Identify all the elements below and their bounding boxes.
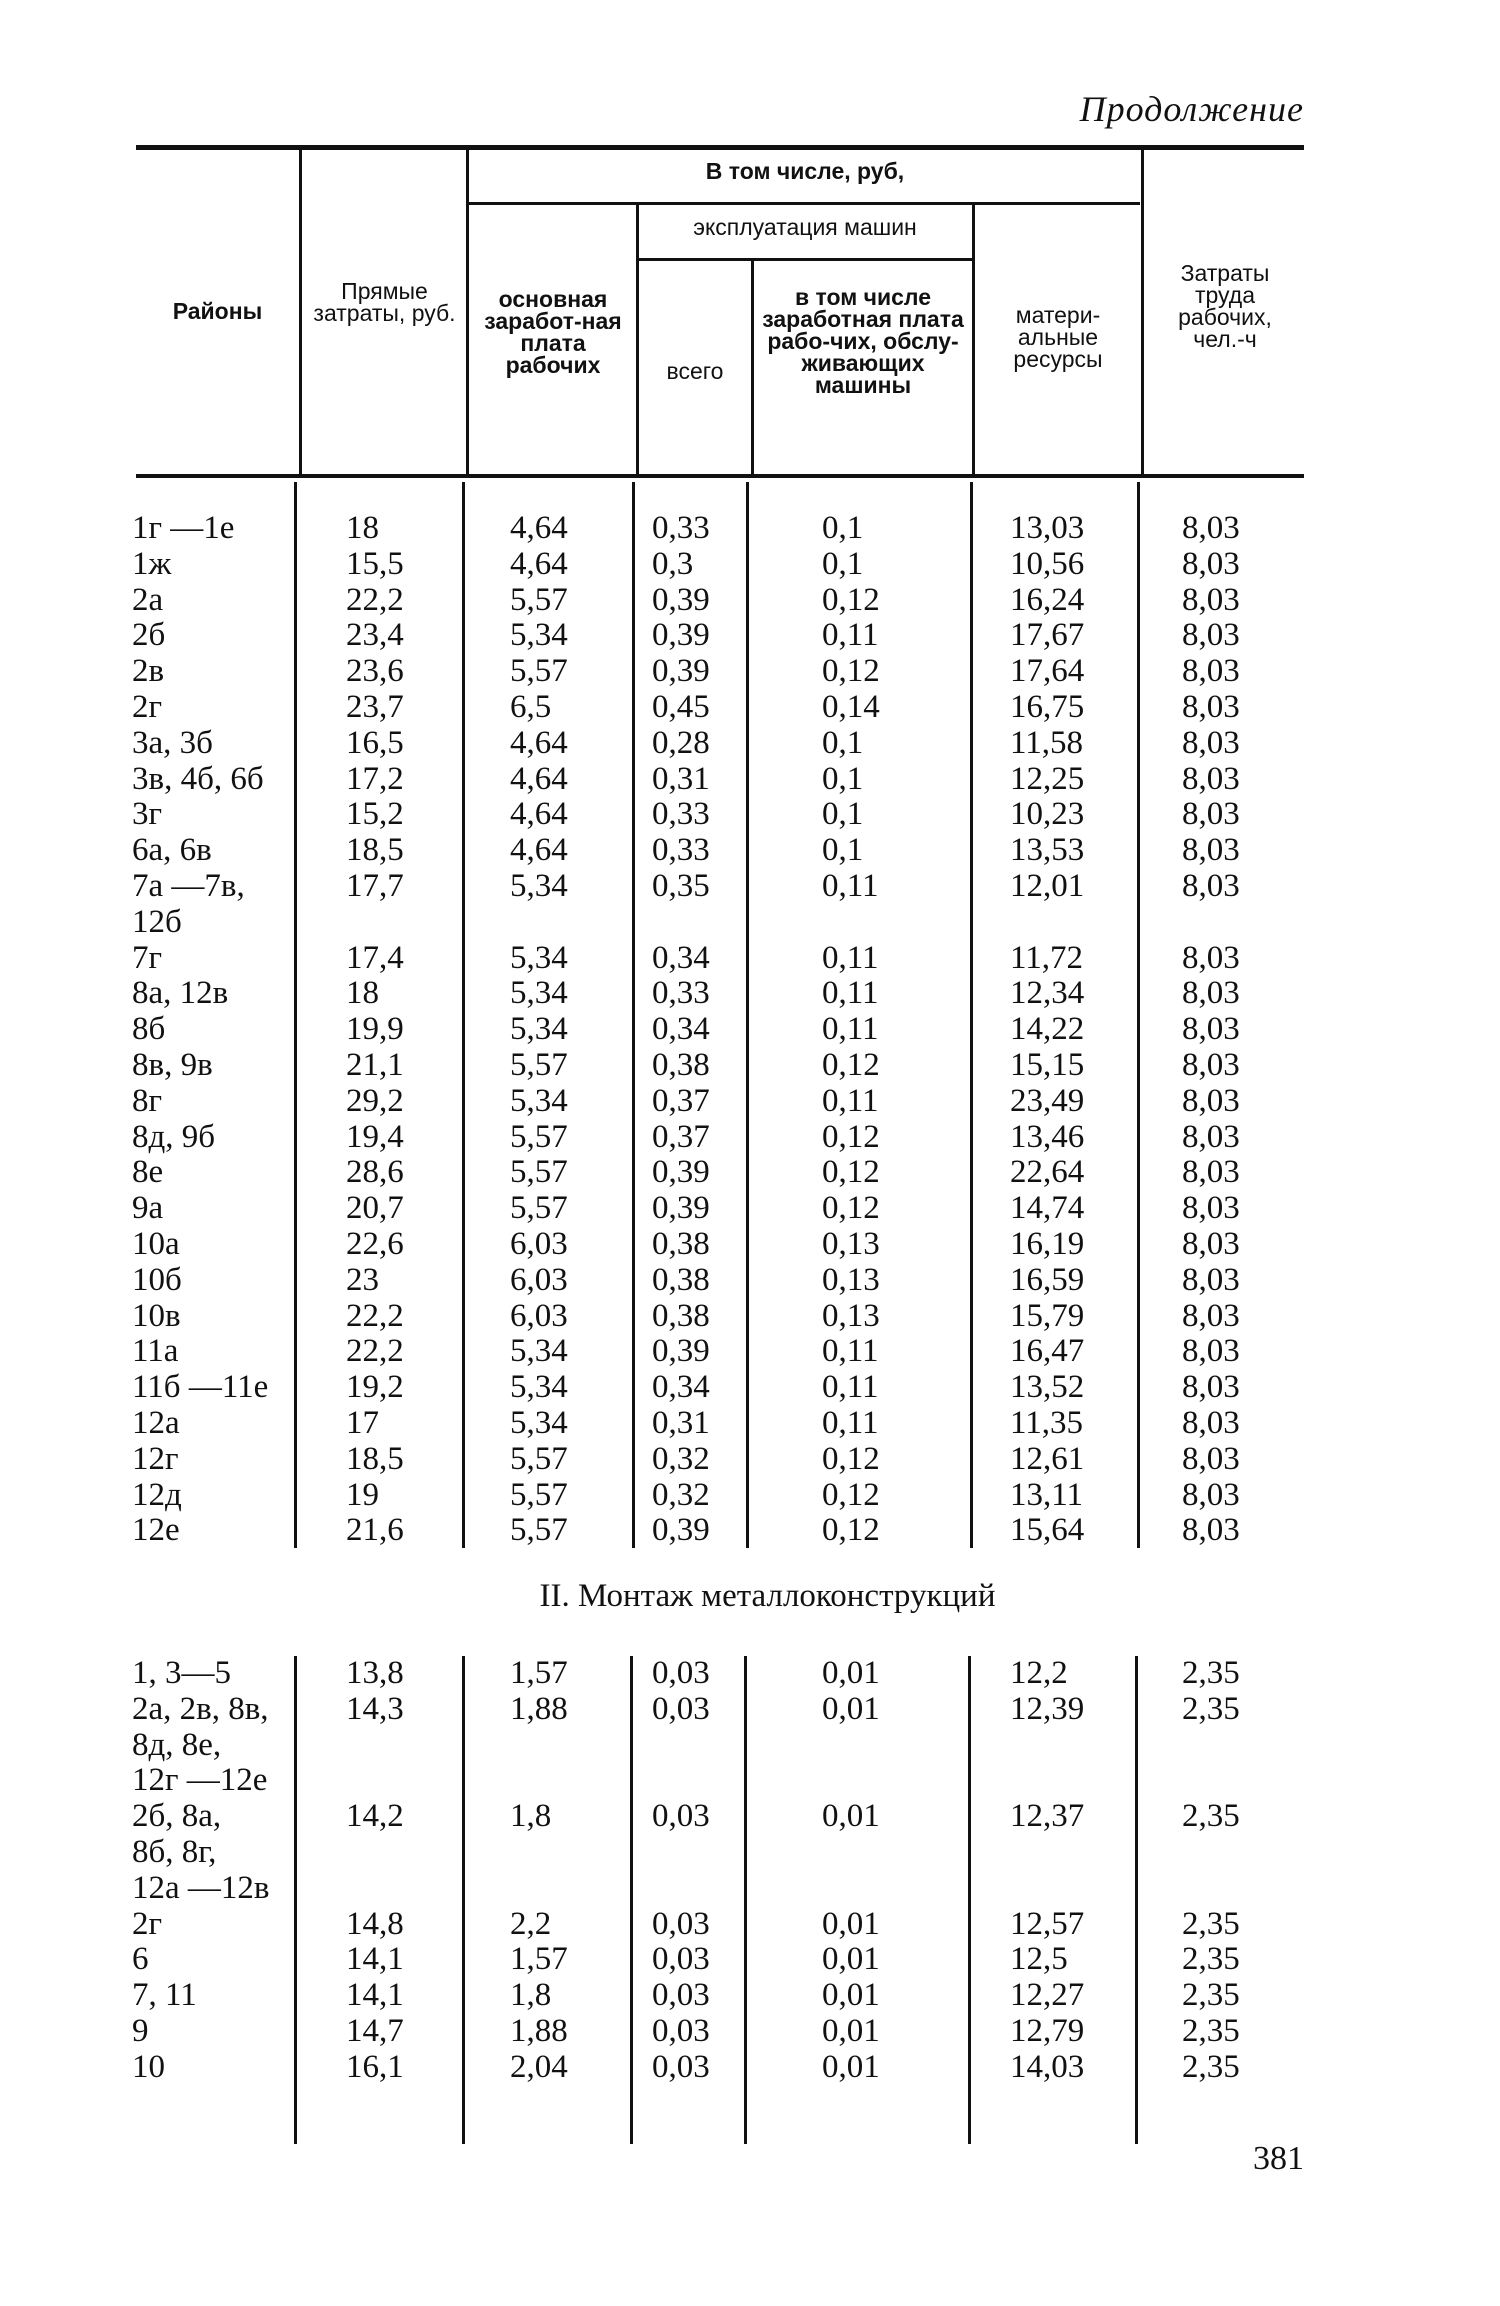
cell-labor: 2,35 [1182,1690,1240,1727]
cell-direct-costs: 22,2 [346,1297,404,1334]
cell-materials: 17,64 [1010,653,1085,690]
header-bottom-rule [136,474,1304,478]
cell-machine-wages: 0,12 [822,1440,880,1477]
cell-machine-total: 0,38 [652,1297,710,1334]
cell-direct-costs: 14,8 [346,1905,404,1942]
cell-materials: 12,61 [1010,1440,1085,1477]
header-labor: Затраты труда рабочих, чел.-ч [1178,260,1272,352]
cell-materials: 12,01 [1010,868,1085,904]
cell-materials: 15,79 [1010,1297,1085,1334]
cell-labor: 8,03 [1182,868,1240,904]
cell-materials: 11,72 [1010,939,1084,976]
cell-materials: 16,59 [1010,1261,1085,1298]
continuation-label: Продолжение [1079,89,1304,129]
cell-base-wages: 5,34 [510,1405,568,1441]
cell-base-wages: 5,34 [510,975,568,1012]
cell-materials: 12,37 [1010,1798,1085,1835]
cell-machine-wages: 0,1 [822,724,864,761]
cell-labor: 8,03 [1182,939,1240,976]
cell-machine-total: 0,03 [652,1977,710,2014]
cell-labor: 2,35 [1182,2048,1240,2085]
section-title: II. Монтаж металлоконструкций [539,1578,996,1614]
cell-base-wages: 5,34 [510,868,568,904]
body1-vline-1 [294,482,297,1548]
cell-base-wages: 5,34 [510,939,568,976]
cell-region: 3а, 3б [132,724,213,761]
cell-machine-total: 0,35 [652,868,710,904]
cell-materials: 13,53 [1010,832,1085,869]
cell-region: 8г [132,1082,163,1119]
cell-region: 8а, 12в [132,975,229,1012]
cell-materials: 22,64 [1010,1154,1085,1191]
header-vline-1 [299,150,302,474]
cell-labor: 8,03 [1182,1047,1240,1083]
cell-materials: 13,46 [1010,1118,1085,1155]
incl-rub-rule [468,202,1140,205]
cell-materials: 12,34 [1010,975,1085,1012]
body1-vline-4 [746,482,749,1548]
cell-machine-total: 0,31 [652,1405,710,1441]
cell-base-wages: 1,57 [510,1655,568,1691]
cell-materials: 12,25 [1010,760,1085,797]
cell-base-wages: 5,34 [510,1011,568,1048]
cell-materials: 14,22 [1010,1011,1085,1048]
cell-direct-costs: 18 [346,510,379,546]
cell-direct-costs: 15,2 [346,796,404,833]
cell-labor: 8,03 [1182,1405,1240,1441]
cell-machine-total: 0,45 [652,689,710,725]
cell-region: 7а —7в, 12б [132,868,245,940]
cell-direct-costs: 23,7 [346,689,404,725]
cell-base-wages: 5,57 [510,1440,568,1477]
cell-labor: 8,03 [1182,1297,1240,1334]
cell-machine-total: 0,03 [652,1798,710,1835]
cell-direct-costs: 16,1 [346,2048,404,2085]
cell-machine-total: 0,39 [652,581,710,618]
cell-region: 2б, 8а, 8б, 8г, 12а —12в [132,1798,270,1906]
cell-base-wages: 5,57 [510,1047,568,1083]
cell-base-wages: 4,64 [510,724,568,761]
cell-machine-wages: 0,12 [822,1118,880,1155]
cell-machine-total: 0,03 [652,2048,710,2085]
cell-direct-costs: 18,5 [346,832,404,869]
cell-direct-costs: 23 [346,1261,379,1298]
cell-materials: 14,03 [1010,2048,1085,2085]
cell-direct-costs: 20,7 [346,1190,404,1227]
cell-base-wages: 4,64 [510,832,568,869]
cell-labor: 2,35 [1182,1941,1240,1978]
cell-region: 3г [132,796,163,833]
cell-machine-wages: 0,01 [822,1977,880,2014]
cell-machine-wages: 0,11 [822,975,879,1012]
cell-base-wages: 1,88 [510,1690,568,1727]
cell-machine-wages: 0,11 [822,1011,879,1048]
cell-machine-wages: 0,13 [822,1226,880,1262]
cell-machine-wages: 0,13 [822,1297,880,1334]
cell-machine-total: 0,39 [652,653,710,690]
cell-base-wages: 1,8 [510,1977,552,2014]
cell-materials: 23,49 [1010,1082,1085,1119]
cell-machine-total: 0,34 [652,1369,710,1406]
header-direct-costs: Прямые затраты, руб. [313,278,456,326]
cell-region: 2г [132,689,163,725]
cell-machine-total: 0,39 [652,617,710,654]
cell-direct-costs: 28,6 [346,1154,404,1191]
cell-machine-wages: 0,12 [822,1190,880,1227]
cell-region: 10в [132,1297,181,1334]
cell-region: 8е [132,1154,164,1191]
body1-vline-2 [462,482,465,1548]
cell-labor: 8,03 [1182,617,1240,654]
cell-base-wages: 6,5 [510,689,552,725]
cell-labor: 2,35 [1182,1655,1240,1691]
cell-machine-wages: 0,01 [822,1655,880,1691]
header-base-wages: основная заработ-ная плата рабочих [484,286,622,378]
cell-machine-total: 0,32 [652,1476,710,1513]
cell-base-wages: 5,34 [510,1333,568,1370]
body1-vline-3 [632,482,635,1548]
cell-materials: 15,15 [1010,1047,1085,1083]
body2-vline-6 [1135,1656,1138,2144]
cell-direct-costs: 17,4 [346,939,404,976]
cell-direct-costs: 29,2 [346,1082,404,1119]
cell-machine-total: 0,33 [652,510,710,546]
cell-materials: 16,24 [1010,581,1085,618]
cell-materials: 17,67 [1010,617,1085,654]
cell-base-wages: 6,03 [510,1226,568,1262]
cell-machine-wages: 0,11 [822,1405,879,1441]
header-total: всего [666,358,724,384]
cell-materials: 15,64 [1010,1512,1085,1549]
cell-region: 2г [132,1905,163,1942]
cell-base-wages: 5,34 [510,617,568,654]
cell-base-wages: 5,34 [510,1369,568,1406]
cell-machine-total: 0,28 [652,724,710,761]
body2-vline-2 [462,1656,465,2144]
header-incl-rub: В том числе, руб, [705,158,905,184]
cell-region: 3в, 4б, 6б [132,760,264,797]
body1-vline-5 [970,482,973,1548]
header-materials: матери-альные ресурсы [1013,302,1103,372]
cell-machine-wages: 0,11 [822,1369,879,1406]
cell-machine-total: 0,31 [652,760,710,797]
cell-direct-costs: 19,2 [346,1369,404,1406]
cell-labor: 8,03 [1182,1118,1240,1155]
cell-labor: 8,03 [1182,581,1240,618]
cell-machine-total: 0,38 [652,1261,710,1298]
cell-labor: 2,35 [1182,1798,1240,1835]
cell-base-wages: 5,57 [510,581,568,618]
cell-materials: 13,03 [1010,510,1085,546]
cell-region: 9а [132,1190,164,1227]
cell-direct-costs: 14,7 [346,2013,404,2049]
cell-region: 1ж [132,545,172,582]
cell-direct-costs: 17 [346,1405,379,1441]
cell-region: 8в, 9в [132,1047,213,1083]
machine-op-rule [638,258,972,261]
cell-materials: 10,56 [1010,545,1085,582]
body1-vline-6 [1137,482,1140,1548]
cell-materials: 12,2 [1010,1655,1068,1691]
cell-materials: 16,75 [1010,689,1085,725]
cell-direct-costs: 19,9 [346,1011,404,1048]
cell-region: 2а [132,581,164,618]
header-incl-wages-machine: в том числе заработная плата рабо-чих, обслу-живающих машины [762,284,964,398]
page-number: 381 [1253,2140,1304,2177]
header-regions: Районы [172,298,263,324]
cell-direct-costs: 14,1 [346,1941,404,1978]
cell-labor: 8,03 [1182,796,1240,833]
cell-machine-total: 0,33 [652,832,710,869]
cell-region: 1г —1е [132,510,235,546]
cell-base-wages: 5,57 [510,1154,568,1191]
cell-labor: 2,35 [1182,2013,1240,2049]
cell-labor: 8,03 [1182,1082,1240,1119]
cell-labor: 8,03 [1182,1369,1240,1406]
cell-direct-costs: 14,3 [346,1690,404,1727]
cell-machine-wages: 0,01 [822,1941,880,1978]
cell-machine-total: 0,37 [652,1118,710,1155]
cell-region: 8д, 9б [132,1118,216,1155]
cell-base-wages: 2,2 [510,1905,552,1942]
cell-base-wages: 4,64 [510,796,568,833]
cell-machine-wages: 0,14 [822,689,880,725]
cell-base-wages: 6,03 [510,1297,568,1334]
header-vline-5 [972,205,975,474]
cell-machine-wages: 0,01 [822,1690,880,1727]
body2-vline-1 [294,1656,297,2144]
cell-region: 8б [132,1011,166,1048]
cell-labor: 8,03 [1182,1154,1240,1191]
cell-base-wages: 5,57 [510,1476,568,1513]
cell-materials: 16,47 [1010,1333,1085,1370]
cell-direct-costs: 18,5 [346,1440,404,1477]
cell-machine-wages: 0,12 [822,1512,880,1549]
cell-region: 12д [132,1476,182,1513]
cell-direct-costs: 17,7 [346,868,404,904]
cell-machine-total: 0,37 [652,1082,710,1119]
cell-labor: 8,03 [1182,689,1240,725]
cell-machine-wages: 0,01 [822,1905,880,1942]
cell-machine-wages: 0,11 [822,939,879,976]
cell-region: 1, 3—5 [132,1655,231,1691]
cell-labor: 8,03 [1182,975,1240,1012]
cell-machine-total: 0,03 [652,1690,710,1727]
cell-base-wages: 4,64 [510,545,568,582]
cell-machine-wages: 0,12 [822,653,880,690]
cell-direct-costs: 22,2 [346,581,404,618]
cell-base-wages: 5,34 [510,1082,568,1119]
cell-region: 2а, 2в, 8в, 8д, 8е, 12г —12е [132,1690,269,1799]
cell-machine-wages: 0,13 [822,1261,880,1298]
cell-machine-wages: 0,01 [822,2048,880,2085]
cell-machine-total: 0,03 [652,1655,710,1691]
cell-labor: 8,03 [1182,832,1240,869]
cell-region: 6 [132,1941,149,1978]
cell-region: 12а [132,1405,180,1441]
cell-machine-wages: 0,1 [822,760,864,797]
cell-materials: 11,35 [1010,1405,1084,1441]
cell-machine-wages: 0,01 [822,1798,880,1835]
cell-machine-total: 0,39 [652,1333,710,1370]
cell-base-wages: 5,57 [510,1512,568,1549]
cell-direct-costs: 13,8 [346,1655,404,1691]
cell-direct-costs: 15,5 [346,545,404,582]
cell-materials: 16,19 [1010,1226,1085,1262]
header-vline-6 [1141,150,1144,474]
cell-labor: 8,03 [1182,1476,1240,1513]
cell-base-wages: 4,64 [510,510,568,546]
cell-materials: 12,5 [1010,1941,1068,1978]
cell-region: 2б [132,617,166,654]
cell-labor: 2,35 [1182,1977,1240,2014]
cell-labor: 8,03 [1182,1440,1240,1477]
cell-base-wages: 4,64 [510,760,568,797]
cell-base-wages: 1,57 [510,1941,568,1978]
cell-direct-costs: 19,4 [346,1118,404,1155]
cell-machine-wages: 0,11 [822,1082,879,1119]
cell-labor: 8,03 [1182,1333,1240,1370]
cell-labor: 8,03 [1182,760,1240,797]
cell-machine-total: 0,03 [652,2013,710,2049]
cell-base-wages: 1,88 [510,2013,568,2049]
cell-machine-total: 0,39 [652,1512,710,1549]
header-machine-operation: эксплуатация машин [693,214,917,240]
header-vline-2 [466,150,469,474]
header-vline-3 [636,205,639,474]
body2-vline-5 [968,1656,971,2144]
cell-region: 7, 11 [132,1977,197,2014]
cell-machine-wages: 0,1 [822,545,864,582]
cell-region: 2в [132,653,165,690]
cell-direct-costs: 23,6 [346,653,404,690]
cell-materials: 11,58 [1010,724,1084,761]
cell-materials: 13,11 [1010,1476,1084,1513]
cell-machine-wages: 0,1 [822,832,864,869]
cell-labor: 8,03 [1182,1512,1240,1549]
cell-machine-total: 0,34 [652,1011,710,1048]
header-vline-4 [751,261,754,474]
cell-machine-wages: 0,11 [822,617,879,654]
cell-materials: 12,39 [1010,1690,1085,1727]
cell-machine-total: 0,39 [652,1154,710,1191]
cell-direct-costs: 21,1 [346,1047,404,1083]
cell-machine-total: 0,32 [652,1440,710,1477]
cell-machine-wages: 0,12 [822,1476,880,1513]
cell-machine-wages: 0,01 [822,2013,880,2049]
cell-direct-costs: 17,2 [346,760,404,797]
body2-vline-4 [744,1656,747,2144]
cell-region: 6а, 6в [132,832,212,869]
cell-machine-total: 0,38 [652,1226,710,1262]
cell-base-wages: 6,03 [510,1261,568,1298]
cell-region: 12г [132,1440,179,1477]
cell-machine-total: 0,34 [652,939,710,976]
cell-labor: 8,03 [1182,724,1240,761]
cell-direct-costs: 18 [346,975,379,1012]
cell-region: 11б —11е [132,1369,269,1406]
cell-labor: 8,03 [1182,510,1240,546]
cell-labor: 8,03 [1182,1261,1240,1298]
cell-labor: 8,03 [1182,545,1240,582]
cell-materials: 12,57 [1010,1905,1085,1942]
cell-direct-costs: 19 [346,1476,379,1513]
cell-machine-wages: 0,1 [822,510,864,546]
cell-base-wages: 5,57 [510,1118,568,1155]
cell-machine-wages: 0,12 [822,1154,880,1191]
cell-labor: 8,03 [1182,1011,1240,1048]
cell-base-wages: 1,8 [510,1798,552,1835]
cell-labor: 8,03 [1182,653,1240,690]
cell-machine-total: 0,33 [652,975,710,1012]
cell-machine-wages: 0,12 [822,1047,880,1083]
cell-materials: 13,52 [1010,1369,1085,1406]
cell-direct-costs: 14,1 [346,1977,404,2014]
cell-machine-total: 0,38 [652,1047,710,1083]
cell-region: 12е [132,1512,180,1549]
cell-base-wages: 5,57 [510,1190,568,1227]
cell-direct-costs: 21,6 [346,1512,404,1549]
cell-machine-wages: 0,11 [822,1333,879,1370]
cell-direct-costs: 22,6 [346,1226,404,1262]
cell-direct-costs: 22,2 [346,1333,404,1370]
cell-materials: 14,74 [1010,1190,1085,1227]
cell-direct-costs: 23,4 [346,617,404,654]
cell-region: 10б [132,1261,182,1298]
cell-region: 9 [132,2013,149,2049]
cell-region: 7г [132,939,163,976]
cell-machine-wages: 0,1 [822,796,864,833]
cell-labor: 8,03 [1182,1190,1240,1227]
cell-machine-total: 0,33 [652,796,710,833]
cell-materials: 12,27 [1010,1977,1085,2014]
cell-labor: 2,35 [1182,1905,1240,1942]
cell-direct-costs: 16,5 [346,724,404,761]
cell-materials: 12,79 [1010,2013,1085,2049]
cell-region: 10 [132,2048,165,2085]
cell-machine-total: 0,03 [652,1905,710,1942]
cell-machine-wages: 0,11 [822,868,879,904]
cell-region: 10а [132,1226,180,1262]
cell-base-wages: 5,57 [510,653,568,690]
cell-machine-total: 0,03 [652,1941,710,1978]
cell-machine-wages: 0,12 [822,581,880,618]
cell-base-wages: 2,04 [510,2048,568,2085]
cell-materials: 10,23 [1010,796,1085,833]
cell-labor: 8,03 [1182,1226,1240,1262]
cell-direct-costs: 14,2 [346,1798,404,1835]
cell-machine-total: 0,3 [652,545,694,582]
cell-machine-total: 0,39 [652,1190,710,1227]
header-top-rule [136,145,1304,150]
cell-region: 11а [132,1333,179,1370]
body2-vline-3 [630,1656,633,2144]
